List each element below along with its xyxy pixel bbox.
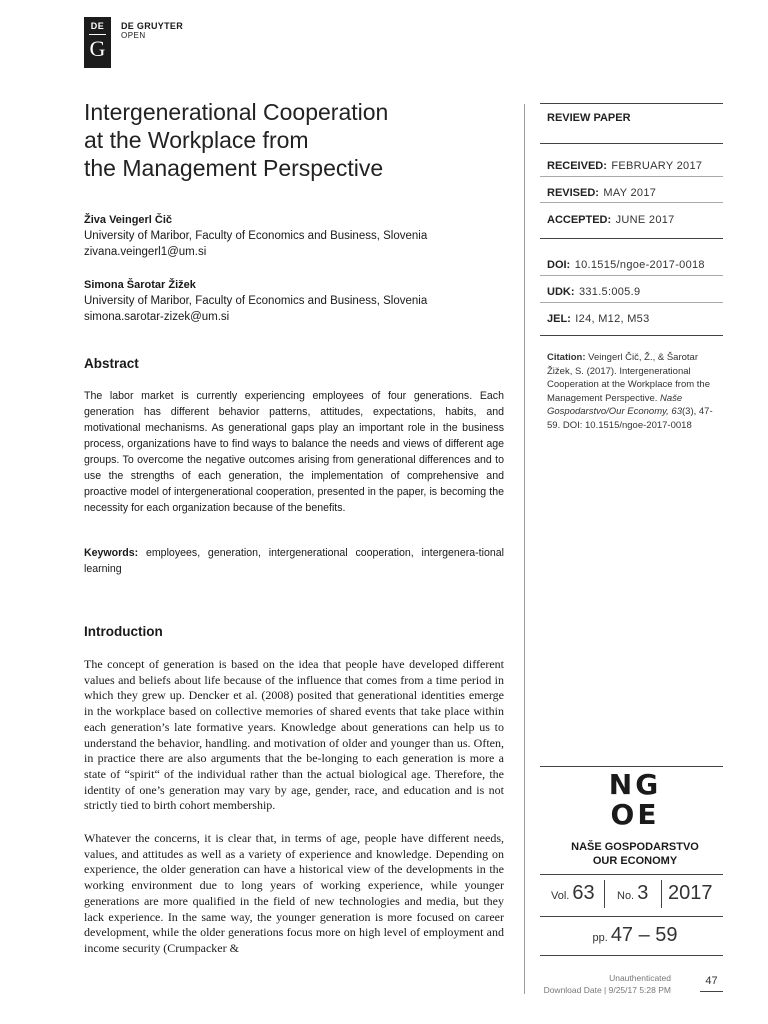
journal-logo-line: OE [610,798,660,831]
udk-row [547,282,723,300]
publisher-sub: OPEN [121,31,146,40]
author-email[interactable]: zivana.veingerl1@um.si [84,246,207,258]
doi-label: DOI: [547,259,571,271]
footer-line: Unauthenticated [609,973,671,983]
vol-divider [604,880,605,908]
author-affiliation: University of Maribor, Faculty of Economics and Business, Slovenia [84,230,428,242]
issue-number: 3 [637,882,649,904]
page-number: 47 [705,975,718,987]
keywords-text: employees, generation, intergenerational cooperation, intergenera-tional learning [84,547,504,575]
received-row [547,156,723,174]
sidebar-rule [540,238,723,239]
citation-text: Veingerl Čič, Ž., & Šarotar Žižek, S. (2017). Intergenerational Cooperation at the Workplace from the Management Perspective. [547,352,710,404]
citation-block [547,351,723,432]
issue-label: No. [617,890,635,902]
issue [617,882,648,905]
pages-label: pp. [592,932,608,944]
sidebar-rule [540,143,723,144]
doi-row [547,255,723,273]
author-name: Simona Šarotar Žižek [84,279,196,291]
pages-row [547,924,723,947]
doi-value[interactable]: 10.1515/ngoe-2017-0018 [574,259,705,271]
sidebar-rule [540,103,723,104]
author-block [84,278,504,325]
badge-rule [540,955,723,956]
badge-rule [540,916,723,917]
author-affiliation: University of Maribor, Faculty of Economics and Business, Slovenia [84,295,428,307]
citation-tail: (3), 47-59. DOI: 10.1515/ngoe-2017-0018 [547,406,713,431]
journal-year: 2017 [668,882,713,904]
download-info [480,972,671,996]
jel-row [547,309,723,327]
abstract-heading: Abstract [84,356,139,371]
logo-mark-letter: G [89,36,106,61]
badge-rule [540,874,723,875]
author-email[interactable]: simona.sarotar-zizek@um.si [84,311,230,323]
sidebar-rule [540,202,723,203]
issue-divider [661,880,662,908]
citation-label: Citation: [547,352,586,363]
column-divider [524,104,525,994]
intro-paragraph: The concept of generation is based on the idea that people have developed different values and beliefs about life because of the influence that comes from a time period in which they grew up. Dencker et al. (2008) posited that generational identities emerge in the workplace based on collective memories of shared events that take place within each generation’s late formative years. Knowledge about generations can help us to understand the behavior, handling. and motivation of older and younger than us. Often, in practice there are also arguments that the be-longing to each generation is more a state of “spirit“ of the individual rather than the actual biological age. Therefore, the identity of one’s generation may vary by age, gender, race, and education and is not strictly tied to birth cohort membership. [84,657,504,813]
title-line: Intergenerational Cooperation [84,99,389,125]
journal-logo-line: NG [608,768,662,801]
title-line: at the Workplace from [84,127,309,153]
introduction-heading: Introduction [84,624,163,639]
abstract-text: The labor market is currently experiencing employees of four generations. Each generation has different behavior patterns, attitudes, expectations, habits, and motivational mechanisms. As generational gaps play an important role in the business process, organizations have to find ways to balance the needs and views of different age groups. To overcome the negative outcomes arising from generational differences and to use the strengths of each generation, the implementation of comprehensive and proactive model of intergenerational cooperation, presented in the paper, is becoming the necessity for each organization because of the benefits. [84,390,504,514]
accepted-value: JUNE 2017 [615,214,675,226]
title-line: the Management Perspective [84,155,384,181]
sidebar-rule [540,275,723,276]
revised-label: REVISED: [547,187,599,199]
journal-name-line: OUR ECONOMY [592,855,678,867]
volume-label: Vol. [551,890,570,902]
revised-row [547,183,723,201]
citation-journal: Naše Gospodarstvo/Our Economy, 63 [547,392,683,417]
udk-label: UDK: [547,286,575,298]
udk-value: 331.5:005.9 [578,286,641,298]
publisher-name: DE GRUYTER [121,21,184,31]
volume-number: 63 [572,882,595,904]
badge-rule [540,766,723,767]
logo-divider [89,34,106,35]
sidebar-rule [540,335,723,336]
logo-mark-top: DE [90,21,105,31]
publisher-logo [84,17,111,68]
sidebar-rule [540,176,723,177]
volume-row [547,882,723,910]
received-label: RECEIVED: [547,160,607,172]
journal-badge [547,770,723,868]
keywords-label: Keywords: [84,547,139,559]
accepted-row [547,210,723,228]
paper-type: REVIEW PAPER [547,112,631,124]
keywords [84,545,504,577]
paper-title [84,98,504,182]
pages-range: 47 – 59 [610,924,678,946]
sidebar-rule [540,302,723,303]
author-block [84,213,504,260]
journal-name-line: NAŠE GOSPODARSTVO [571,841,699,853]
revised-value: MAY 2017 [603,187,657,199]
jel-label: JEL: [547,313,571,325]
jel-value: I24, M12, M53 [575,313,650,325]
author-name: Živa Veingerl Čič [84,214,173,226]
intro-paragraph: Whatever the concerns, it is clear that, in terms of age, people have different needs, values, and attitudes as well as a variety of experience and knowledge. Depending on experience, the older generation can have a historical view of the developments in the working environment due to long years of working experience, while younger generations are more qualified in the field of new technologies and media, but they lack experience. In the same way, the younger generation is more focused on career development, while the older generations focus more on high level of employment and income security (Crumpacker & [84,831,504,955]
accepted-label: ACCEPTED: [547,214,612,226]
volume [551,882,595,905]
received-value: FEBRUARY 2017 [611,160,703,172]
footer-line: Download Date | 9/25/17 5:28 PM [543,985,671,995]
page-number-rule [700,991,723,992]
